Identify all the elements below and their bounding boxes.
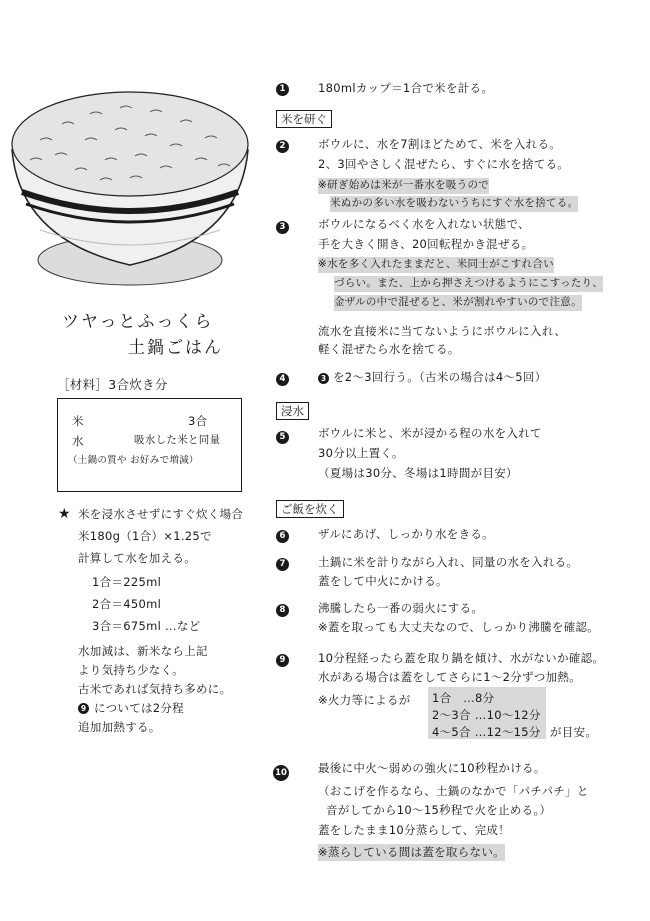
extra-line: 追加加熱する。	[78, 720, 161, 734]
water-amount: 吸水した米と同量	[134, 434, 221, 446]
star-note-heading: 米を浸水させずにすぐ炊く場合	[78, 507, 244, 521]
cook-time-suffix: が目安。	[550, 725, 598, 739]
ingredients-note: （土鍋の質や お好みで増減）	[68, 455, 199, 466]
rice-mound	[12, 92, 248, 196]
step-number-6: 6	[276, 530, 289, 543]
step3-note: づらい。また、上から押さえつけるようにこすったり、	[334, 276, 603, 292]
step-number-7: 7	[276, 558, 289, 571]
water-example: 3合＝675ml …など	[92, 619, 201, 633]
star-note-line: 米180g（1合）×1.25で	[78, 529, 212, 543]
step9-fire-note: ※火力等によるが	[318, 693, 411, 707]
step-number-2: 2	[276, 140, 289, 153]
step9-line: 水がある場合は蓋をしてさらに1〜2分ずつ加熱。	[318, 670, 582, 684]
ingredients-header: ［材料］3合炊き分	[57, 377, 168, 392]
section-soak: 浸水	[276, 402, 309, 420]
step8-line: 沸騰したら一番の弱火にする。	[318, 601, 484, 615]
step7-line: 土鍋に米を計りながら入れ、同量の水を入れる。	[318, 555, 579, 569]
water-label: 水	[72, 434, 84, 448]
step2-note: ※研ぎ始めは米が一番水を吸うので	[318, 178, 489, 194]
step8-line: ※蓋を取っても大丈夫なので、しっかり沸騰を確認。	[318, 620, 600, 634]
step-number-9: 9	[276, 654, 289, 667]
step10-note: ※蒸らしている間は蓋を取らない。	[318, 844, 505, 861]
step3-rinse: 流水を直接米に当てないようにボウルに入れ、	[318, 324, 567, 338]
dish-title-line1: ツヤっとふっくら	[62, 312, 214, 332]
adjust-line: 古米であれば気持ち多めに。	[78, 682, 232, 696]
step3-note: ※水を多く入れたままだと、米同士がこすれ合い	[318, 257, 554, 273]
adjust-line: 水加減は、新米なら上記	[78, 644, 208, 658]
water-example: 2合＝450ml	[92, 597, 162, 611]
step5-line: 30分以上置く。	[318, 446, 404, 460]
step2-line: 2、3回やさしく混ぜたら、すぐに水を捨てる。	[318, 157, 570, 171]
step10-line: 蓋をしたまま10分蒸らして、完成！	[318, 823, 511, 837]
step-ref-badge: 3	[318, 373, 329, 384]
step6-text: ザルにあげ、しっかり水をきる。	[318, 527, 494, 541]
dish-title-line2: 土鍋ごはん	[128, 338, 223, 358]
adjust-line: より気持ち少なく。	[78, 663, 184, 677]
step1-text: 180mlカップ＝1合で米を計る。	[318, 81, 494, 95]
cook-time-row: 1合 …8分	[432, 691, 495, 705]
step-number-4: 4	[276, 373, 289, 386]
rice-label: 米	[72, 414, 84, 428]
rice-bowl-illustration	[0, 80, 260, 300]
step2-line: ボウルに、水を7割ほどためて、米を入れる。	[318, 137, 562, 151]
water-example: 1合＝225ml	[92, 575, 162, 589]
star-note-line: 計算して水を加える。	[78, 551, 196, 565]
step5-line: ボウルに米と、米が浸かる程の水を入れて	[318, 426, 542, 440]
step3-note: 金ザルの中で混ぜると、米が割れやすいので注意。	[334, 295, 582, 311]
step3-rinse: 軽く混ぜたら水を捨てる。	[318, 342, 460, 356]
step-number-3: 3	[276, 221, 289, 234]
rice-amount: 3合	[188, 414, 208, 428]
cook-time-row: 4〜5合 …12〜15分	[432, 725, 541, 739]
ingredients-box	[57, 398, 242, 492]
step4-text: を2〜3回行う。（古米の場合は4〜5回）	[333, 370, 547, 384]
step10-line: （おこげを作るなら、土鍋のなかで「パチパチ」と	[318, 784, 589, 798]
extra-line: については2分程	[94, 701, 184, 715]
step10-line: 音がしてから10〜15秒程で火を止める。）	[326, 803, 552, 817]
cook-time-row: 2〜3合 …10〜12分	[432, 708, 541, 722]
step2-note: 米ぬかの多い水を吸わないうちにすぐ水を捨てる。	[330, 196, 578, 212]
step-number-8: 8	[276, 604, 289, 617]
step3-line: 手を大きく開き、20回転程かき混ぜる。	[318, 237, 534, 251]
step-number-5: 5	[276, 431, 289, 444]
step7-line: 蓋をして中火にかける。	[318, 574, 448, 588]
step5-line: （夏場は30分、冬場は1時間が目安）	[318, 466, 518, 480]
step-ref-badge: 9	[78, 703, 89, 714]
step9-line: 10分程経ったら蓋を取り鍋を傾け、水がないか確認。	[318, 651, 605, 665]
step-number-1: 1	[276, 83, 289, 96]
section-wash-rice: 米を研ぐ	[276, 110, 332, 128]
step10-line: 最後に中火〜弱めの強火に10秒程かける。	[318, 761, 546, 775]
star-icon: ★	[58, 506, 71, 522]
step3-line: ボウルになるべく水を入れない状態で、	[318, 217, 530, 231]
step-number-10: 10	[273, 765, 289, 781]
section-cook: ご飯を炊く	[276, 500, 344, 518]
